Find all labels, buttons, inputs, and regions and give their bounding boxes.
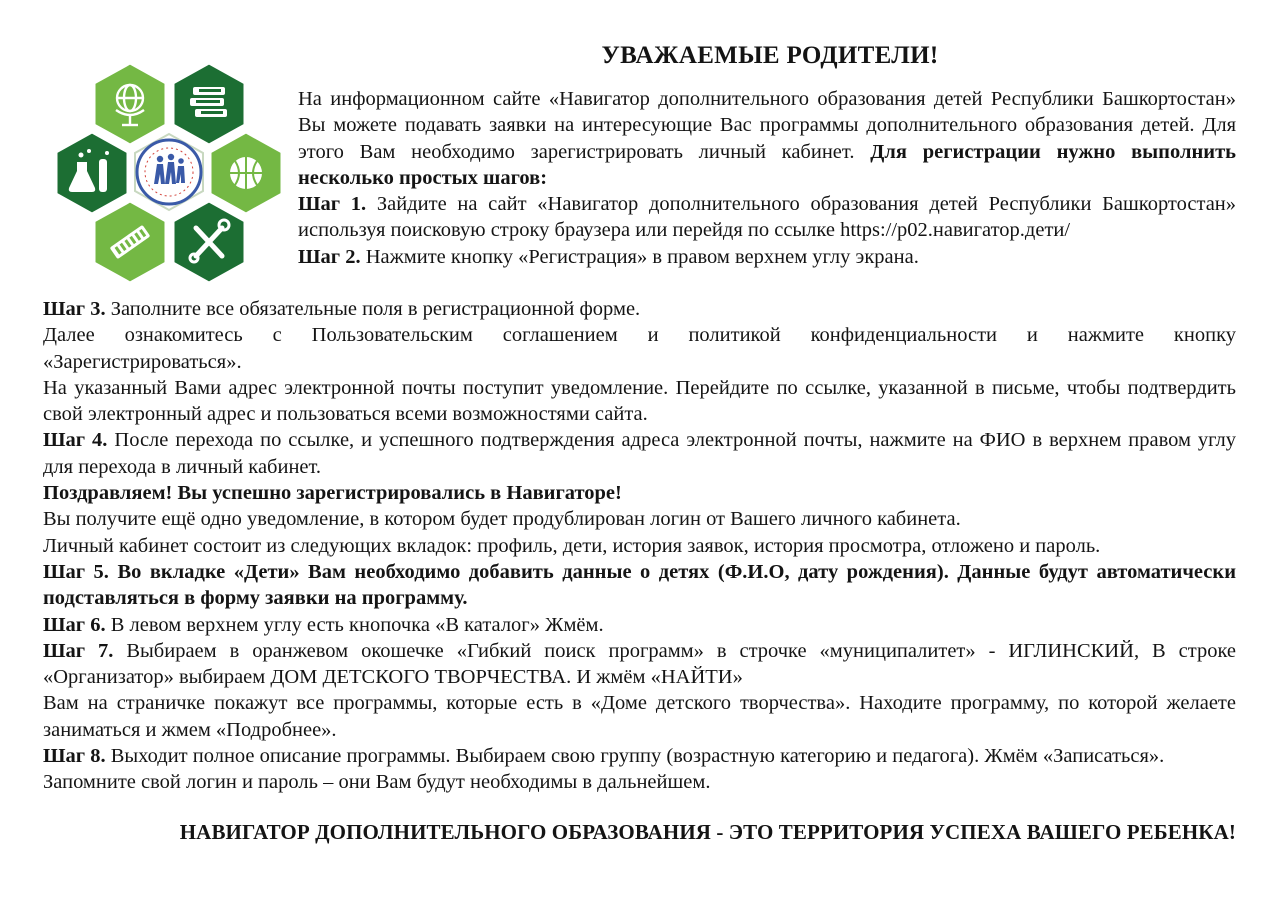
step-6 bbox=[43, 612, 1236, 638]
tabs-info: Личный кабинет состоит из следующих вкладок: профиль, дети, история заявок, история просмотра, отложено и пароль. bbox=[43, 534, 1101, 557]
step-1-text: Зайдите на сайт «Навигатор дополнительного образования детей Республики Башкортостан» используя поисковую строку браузера или перейдя по ссылке bbox=[298, 193, 1237, 242]
step-6-label: Шаг 6. bbox=[43, 613, 106, 636]
step-7-label: Шаг 7. bbox=[43, 639, 114, 662]
main-block bbox=[43, 296, 1236, 796]
programs-info: Вам на страничке покажут все программы, которые есть в «Доме детского творчества». Находите программу, по которой желаете заниматься и жмем «Подробнее». bbox=[43, 692, 1236, 741]
step-8-text: Выходит полное описание программы. Выбираем свою группу (возрастную категорию и педагога). Жмём «Записаться». bbox=[110, 745, 1165, 768]
intro-paragraph bbox=[298, 86, 1236, 191]
step-5 bbox=[43, 559, 1236, 612]
step-3-label: Шаг 3. bbox=[43, 298, 106, 320]
navigator-link[interactable]: https://р02.навигатор.дети/ bbox=[840, 219, 1071, 242]
remember-note: Запомните свой логин и пароль – они Вам будут необходимы в дальнейшем. bbox=[43, 771, 711, 794]
navigator-logo bbox=[50, 58, 282, 290]
step-7-line-2: «Организатор» выбираем ДОМ ДЕТСКОГО ТВОРЧЕСТВА. И жмём «НАЙТИ» bbox=[43, 666, 743, 689]
step-7-line-1 bbox=[43, 638, 1236, 664]
agreement-line-2: «Зарегистрироваться». bbox=[43, 350, 242, 373]
step-4-label: Шаг 4. bbox=[43, 429, 108, 452]
step-7-text-1: Выбираем в оранжевом окошечке «Гибкий поиск программ» в строчке «муниципалитет» - ИГЛИНСКИЙ, В строке bbox=[126, 639, 1237, 662]
hex-middle-left bbox=[56, 132, 128, 214]
page-title: УВАЖАЕМЫЕ РОДИТЕЛИ! bbox=[601, 42, 939, 69]
step-1 bbox=[298, 191, 1236, 244]
step-8 bbox=[43, 743, 1236, 769]
step-4 bbox=[43, 427, 1236, 480]
congrats-message: Поздравляем! Вы успешно зарегистрировались в Навигаторе! bbox=[43, 482, 622, 505]
step-3-text: Заполните все обязательные поля в регистрационной форме. bbox=[110, 298, 641, 320]
step-5-text: Во вкладке «Дети» Вам необходимо добавить данные о детях (Ф.И.О, дату рождения). Данные будут автоматически подставляться в форму заявки на программу. bbox=[43, 560, 1237, 610]
email-notice: На указанный Вами адрес электронной почты поступит уведомление. Перейдите по ссылке, указанной в письме, чтобы подтвердить свой электронный адрес и пользоваться всеми возможностями сайта. bbox=[43, 376, 1236, 426]
intro-text: На информационном сайте «Навигатор дополнительного образования детей Республики Башкортостан» Вы можете подавать заявки на интересующие Вас программы дополнительного образования детей. Для этого Вам необходимо зарегистрировать личный кабинет. bbox=[298, 88, 1236, 163]
step-5-label: Шаг 5. bbox=[43, 560, 109, 583]
step-3 bbox=[43, 296, 1236, 322]
hex-top-left bbox=[94, 63, 166, 145]
step-2-text: Нажмите кнопку «Регистрация» в правом верхнем углу экрана. bbox=[365, 245, 919, 268]
intro-bold-text: Для регистрации нужно выполнить несколько простых шагов: bbox=[298, 140, 1236, 189]
step-6-text: В левом верхнем углу есть кнопочка «В каталог» Жмём. bbox=[110, 613, 604, 636]
basketball-icon bbox=[230, 157, 262, 189]
step-8-label: Шаг 8. bbox=[43, 745, 106, 768]
step-2-label: Шаг 2. bbox=[298, 245, 361, 268]
books-icon bbox=[190, 87, 227, 117]
login-notice: Вы получите ещё одно уведомление, в котором будет продублирован логин от Вашего личного кабинета. bbox=[43, 508, 961, 531]
closing-slogan: НАВИГАТОР ДОПОЛНИТЕЛЬНОГО ОБРАЗОВАНИЯ - ЭТО ТЕРРИТОРИЯ УСПЕХА ВАШЕГО РЕБЕНКА! bbox=[179, 820, 1236, 844]
step-2 bbox=[298, 244, 1236, 270]
agreement-line-1: Далее ознакомитесь с Пользовательским соглашением и политикой конфиденциальности и нажмите кнопку bbox=[43, 324, 1236, 347]
intro-block bbox=[298, 86, 1236, 270]
step-1-label: Шаг 1. bbox=[298, 193, 367, 216]
step-4-text: После перехода по ссылке, и успешного подтверждения адреса электронной почты, нажмите на ФИО в верхнем правом углу для перехода в личный кабинет. bbox=[43, 429, 1237, 478]
